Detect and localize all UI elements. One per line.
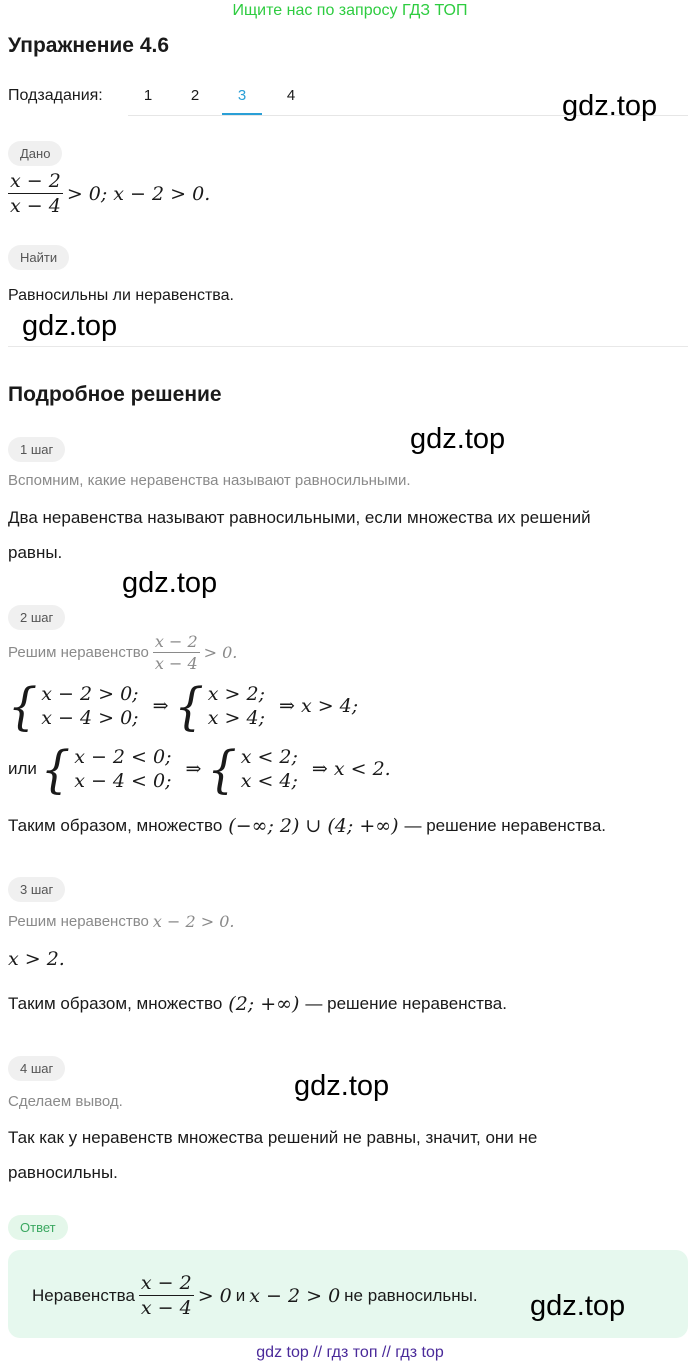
brace: { xyxy=(207,739,237,799)
sys3-line-a: x − 2 < 0; xyxy=(74,746,172,768)
step1-hint: Вспомним, какие неравенства называют равносильными. xyxy=(8,472,411,489)
system-1 xyxy=(8,676,139,736)
conclusion-pre: Таким образом, множество xyxy=(8,816,223,835)
answer-post: не равносильны. xyxy=(344,1285,478,1305)
watermark: gdz.top xyxy=(562,90,658,122)
brace: { xyxy=(40,739,71,799)
watermark: gdz.top xyxy=(22,310,118,342)
footer-links[interactable]: gdz top // гдз топ // гдз top xyxy=(256,1344,444,1361)
tab-3[interactable]: 3 xyxy=(237,87,247,104)
given-fraction xyxy=(8,170,63,217)
result-1: ⇒ x > 4; xyxy=(279,695,359,717)
answer-frac-den: x − 4 xyxy=(140,1297,192,1319)
step3-result: x > 2. xyxy=(8,948,65,970)
section-divider xyxy=(8,346,688,347)
brace: { xyxy=(174,676,204,736)
watermark: gdz.top xyxy=(410,423,506,455)
step4-badge: 4 шаг xyxy=(8,1056,65,1081)
given-frac-den: x − 4 xyxy=(10,195,61,217)
step4-hint: Сделаем вывод. xyxy=(8,1093,123,1110)
sys4-line-a: x < 2; xyxy=(240,746,298,768)
answer-badge: Ответ xyxy=(8,1215,68,1240)
step3-conclusion xyxy=(8,993,507,1015)
result-2: ⇒ x < 2. xyxy=(311,758,391,780)
watermark: gdz.top xyxy=(530,1290,626,1322)
step2-hint-rest: > 0. xyxy=(203,643,238,662)
given-frac-num: x − 2 xyxy=(10,170,61,192)
step3-hint-expr: x − 2 > 0. xyxy=(152,912,235,931)
answer-fraction xyxy=(139,1272,194,1319)
subtasks-label: Подзадания: xyxy=(8,87,103,104)
step1-line2: равны. xyxy=(8,543,63,562)
system-3 xyxy=(40,739,172,799)
watermark: gdz.top xyxy=(122,567,218,599)
tab-1[interactable]: 1 xyxy=(143,87,153,104)
answer-expr2: x − 2 > 0 xyxy=(249,1284,341,1307)
conclusion-post: — решение неравенства. xyxy=(305,994,507,1013)
step2-hint-den: x − 4 xyxy=(154,654,198,673)
conclusion-set: (−∞; 2) ∪ (4; +∞) xyxy=(228,815,399,837)
brace: { xyxy=(8,676,38,736)
conclusion-pre: Таким образом, множество xyxy=(8,994,223,1013)
given-expr-rest: > 0; x − 2 > 0. xyxy=(66,182,211,205)
arrow: ⇒ xyxy=(152,695,169,717)
step2-system-row2 xyxy=(8,739,391,799)
find-text: Равносильны ли неравенства. xyxy=(8,287,234,304)
solution-title: Подробное решение xyxy=(8,383,222,406)
sys1-line-a: x − 2 > 0; xyxy=(41,683,139,705)
step2-hint-num: x − 2 xyxy=(154,632,198,651)
sys4-line-b: x < 4; xyxy=(240,770,298,792)
sys3-line-b: x − 4 < 0; xyxy=(74,770,172,792)
step3-hint-text: Решим неравенство xyxy=(8,913,149,930)
page-title: Упражнение 4.6 xyxy=(8,34,170,57)
step1-line1: Два неравенства называют равносильными, если множества их решений xyxy=(8,508,591,527)
find-badge: Найти xyxy=(8,245,69,270)
sys1-line-b: x − 4 > 0; xyxy=(41,707,139,729)
conclusion-post: — решение неравенства. xyxy=(404,816,607,835)
step4-line1: Так как у неравенств множества решений не равны, значит, они не xyxy=(8,1128,538,1147)
given-expression xyxy=(8,170,210,217)
sys2-line-a: x > 2; xyxy=(207,683,265,705)
top-banner: Ищите нас по запросу ГДЗ ТОП xyxy=(232,2,468,19)
conclusion-set: (2; +∞) xyxy=(228,993,300,1015)
answer-frac-num: x − 2 xyxy=(140,1272,192,1294)
step2-hint-fraction xyxy=(153,632,200,673)
step3-badge: 3 шаг xyxy=(8,877,65,902)
step2-badge: 2 шаг xyxy=(8,605,65,630)
answer-text xyxy=(32,1272,478,1319)
arrow: ⇒ xyxy=(185,758,202,780)
sys2-line-b: x > 4; xyxy=(207,707,265,729)
or-label: или xyxy=(8,759,37,778)
given-badge: Дано xyxy=(8,141,62,166)
answer-mid: > 0 xyxy=(197,1284,232,1307)
step1-badge: 1 шаг xyxy=(8,437,65,462)
system-2 xyxy=(174,676,266,736)
answer-and: и xyxy=(235,1285,246,1305)
system-4 xyxy=(207,739,298,799)
active-tab-indicator xyxy=(222,113,262,115)
tab-2[interactable]: 2 xyxy=(190,87,200,104)
step4-line2: равносильны. xyxy=(8,1163,118,1182)
step3-hint xyxy=(8,912,234,931)
step2-hint-text: Решим неравенство xyxy=(8,644,149,661)
answer-pre: Неравенства xyxy=(32,1285,135,1305)
watermark: gdz.top xyxy=(294,1070,390,1102)
step2-conclusion xyxy=(8,815,606,837)
step2-hint xyxy=(8,632,237,673)
step2-system-row1 xyxy=(8,676,359,736)
tab-4[interactable]: 4 xyxy=(286,87,296,104)
